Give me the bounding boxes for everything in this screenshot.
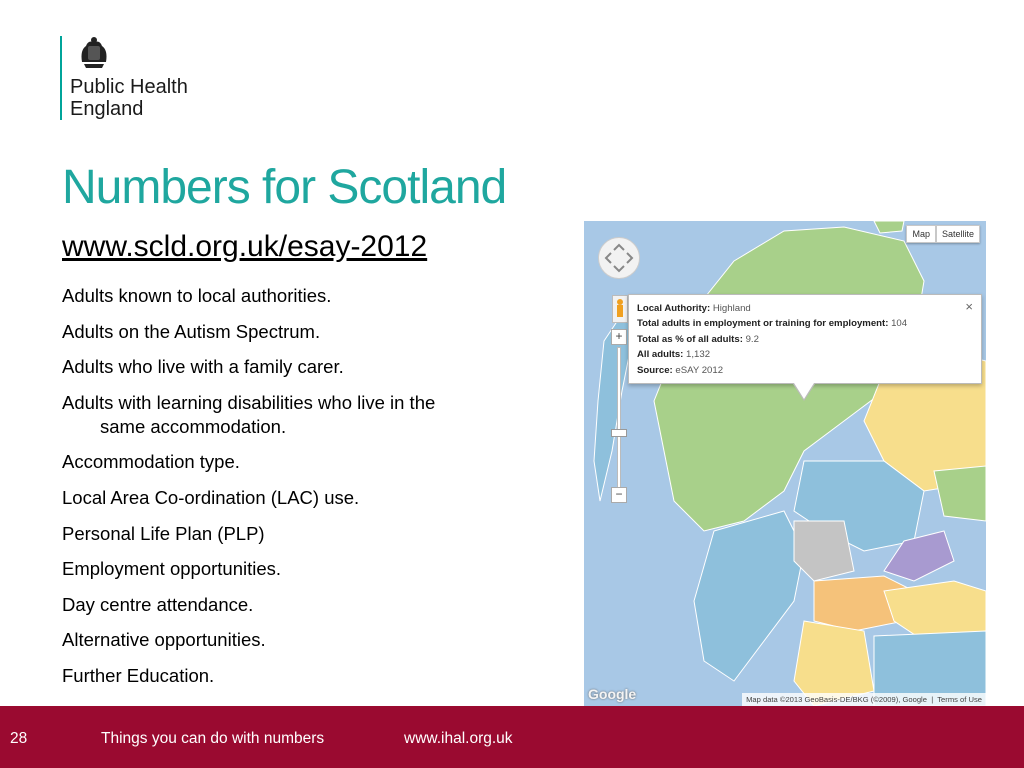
bullet-text: Alternative opportunities. [62, 629, 266, 651]
source-link[interactable]: www.scld.org.uk/esay-2012 [62, 230, 428, 263]
list-item [62, 522, 562, 546]
info-label: Total as % of all adults: [637, 333, 743, 345]
footer [0, 706, 1024, 768]
info-value: Highland [712, 303, 751, 314]
pan-arrows-icon [599, 238, 639, 278]
list-item [62, 593, 562, 617]
scotland-map[interactable] [584, 221, 986, 706]
bullet-text: Day centre attendance. [62, 593, 254, 615]
info-label: Total adults in employment or training for employment: [637, 318, 889, 330]
google-logo: Google [588, 686, 637, 702]
info-label: Source: [637, 364, 673, 376]
bullet-text: Accommodation type. [62, 451, 240, 473]
map-attribution: Map data ©2013 GeoBasis-DE/BKG (©2009), Google | Terms of Use [742, 693, 986, 706]
zoom-out-button[interactable]: − [611, 487, 627, 503]
satellite-button[interactable]: Satellite [936, 225, 980, 243]
list-item [62, 486, 562, 510]
info-row [637, 301, 907, 316]
zoom-control [611, 329, 627, 501]
bullet-text: Adults on the Autism Spectrum. [62, 320, 321, 342]
footer-text: Things you can do with numbers [101, 730, 325, 747]
list-item [62, 628, 562, 652]
info-label: Local Authority: [637, 303, 711, 314]
info-row [637, 316, 907, 331]
page-number: 28 [10, 730, 28, 747]
list-item [62, 557, 562, 581]
street-view-pegman-icon[interactable] [612, 295, 628, 323]
list-item [62, 391, 562, 439]
attribution-text: Map data ©2013 GeoBasis-DE/BKG (©2009), Google [746, 695, 927, 704]
bullet-text: Personal Life Plan (PLP) [62, 522, 265, 544]
royal-crest-icon [74, 36, 114, 70]
info-window [628, 294, 982, 384]
page-title: Numbers for Scotland [62, 161, 507, 214]
bullet-text: Adults who live with a family carer. [62, 356, 344, 378]
bullet-text: Local Area Co-ordination (LAC) use. [62, 486, 360, 508]
list-item [62, 284, 562, 308]
bullet-text: Further Education. [62, 664, 215, 686]
info-value: 1,132 [686, 349, 711, 361]
map-type-control [906, 225, 980, 243]
info-value: 104 [891, 318, 908, 330]
list-item [62, 355, 562, 379]
bullet-text: Adults with learning disabilities who live in the [62, 391, 436, 413]
bullet-list [62, 284, 562, 700]
list-item [62, 320, 562, 344]
map-button[interactable]: Map [906, 225, 936, 243]
bullet-text: Employment opportunities. [62, 558, 282, 580]
logo-line1: Public Health [70, 76, 188, 98]
phe-logo [60, 36, 220, 122]
info-rows [637, 301, 907, 378]
info-row [637, 332, 907, 347]
logo-line2: England [70, 98, 144, 120]
logo-text [70, 76, 188, 120]
list-item [62, 450, 562, 474]
pan-control[interactable] [598, 237, 640, 279]
bullet-text: Adults known to local authorities. [62, 285, 332, 306]
zoom-slider-track[interactable] [617, 347, 621, 489]
info-value: eSAY 2012 [675, 364, 724, 376]
close-icon[interactable]: × [965, 299, 973, 314]
logo-bar [60, 36, 62, 120]
info-label: All adults: [637, 349, 684, 361]
info-value: 9.2 [745, 333, 759, 345]
list-item [62, 664, 562, 688]
zoom-slider-thumb[interactable] [611, 429, 627, 437]
zoom-in-button[interactable]: + [611, 329, 627, 345]
info-tail [794, 383, 814, 399]
footer-site: www.ihal.org.uk [404, 730, 513, 747]
info-row [637, 347, 907, 362]
bullet-continuation: same accommodation. [100, 415, 287, 437]
terms-link[interactable]: Terms of Use [937, 695, 982, 704]
info-row [637, 363, 907, 378]
